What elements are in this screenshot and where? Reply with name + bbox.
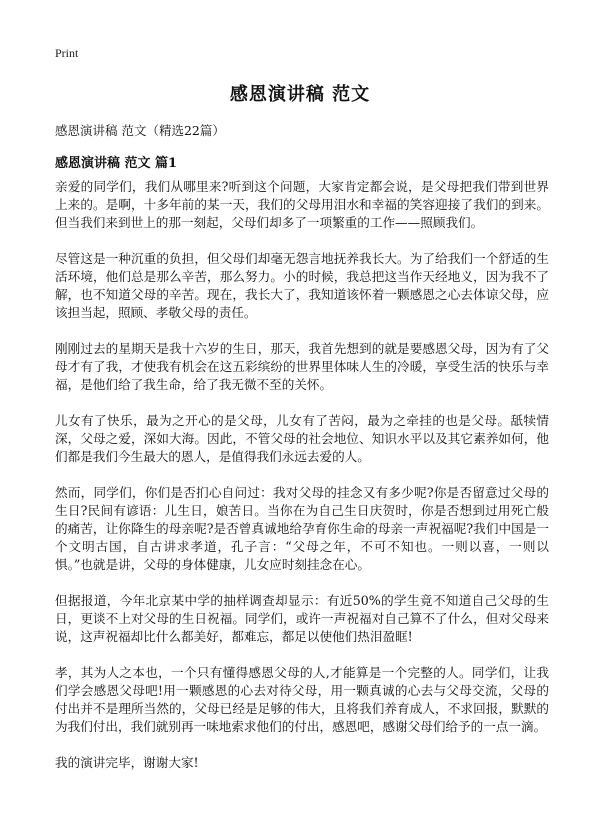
paragraph: 儿女有了快乐，最为之开心的是父母，儿女有了苦闷，最为之牵挂的也是父母。舐犊情深，父母之爱，深如大海。因此，不管父母的社会地位、知识水平以及其它素养如何，他们都是我们今生最大的恩人，是值得我们永远去爱的人。 xyxy=(55,413,549,464)
paragraph: 我的演讲完毕，谢谢大家! xyxy=(55,755,199,770)
paragraph: 亲爱的同学们，我们从哪里来?听到这个问题，大家肯定都会说，是父母把我们带到世界上来的。是啊，十多年前的某一天，我们的父母用泪水和幸福的笑容迎接了我们的到来。但当我们来到世上的那一刻起，父母们却多了一项繁重的工作——照顾我们。 xyxy=(55,179,549,230)
section-heading: 感恩演讲稿 范文 篇1 xyxy=(55,156,178,171)
paragraph: 但据报道，今年北京某中学的抽样调查却显示：有近50%的学生竟不知道自己父母的生日，更谈不上对父母的生日祝福。同学们，或许一声祝福对自己算不了什么，但对父母来说，这声祝福却比什么都美好，都难忘，都足以使他们热泪盈眶! xyxy=(55,593,549,644)
paragraph: 然而，同学们，你们是否扪心自问过：我对父母的挂念又有多少呢?你是否留意过父母的生日?民间有谚语：儿生日，娘苦日。当你在为自己生日庆贺时，你是否想到过用死亡般的痛苦，让你降生的母亲呢?是否曾真诚地给孕育你生命的母亲一声祝福呢?我们中国是一个文明古国，自古讲求孝道，孔子言：“父母之年，不可不知也。一则以喜，一则以惧。”也就是讲，父母的身体健康，儿女应时刻挂念在心。 xyxy=(55,485,549,572)
paragraph: 刚刚过去的星期天是我十六岁的生日，那天，我首先想到的就是要感恩父母，因为有了父母才有了我，才使我有机会在这五彩缤纷的世界里体味人生的冷暖，享受生活的快乐与幸福，是他们给了我生命，给了我无微不至的关怀。 xyxy=(55,341,549,392)
paragraph: 孝，其为人之本也，一个只有懂得感恩父母的人,才能算是一个完整的人。同学们，让我们学会感恩父母吧!用一颗感恩的心去对待父母，用一颗真诚的心去与父母交流，父母的付出并不是理所当然的，父母已经是足够的伟大，且将我们养育成人，不求回报，默默的为我们付出，我们就别再一味地索求他们的付出，感恩吧，感谢父母们给予的一点一滴。 xyxy=(55,665,549,734)
document-subtitle: 感恩演讲稿 范文（精选22篇） xyxy=(55,123,225,138)
document-body xyxy=(55,178,549,790)
page-title: 感恩演讲稿 范文 xyxy=(229,84,371,105)
paragraph: 尽管这是一种沉重的负担，但父母们却毫无怨言地抚养我长大。为了给我们一个舒适的生活环境，他们总是那么辛苦，那么努力。小的时候，我总把这当作天经地义，因为我不了解，也不知道父母的辛苦。现在，我长大了，我知道该怀着一颗感恩之心去体谅父母，应该担当起，照顾、孝敬父母的责任。 xyxy=(55,251,549,320)
print-label: Print xyxy=(55,46,79,60)
